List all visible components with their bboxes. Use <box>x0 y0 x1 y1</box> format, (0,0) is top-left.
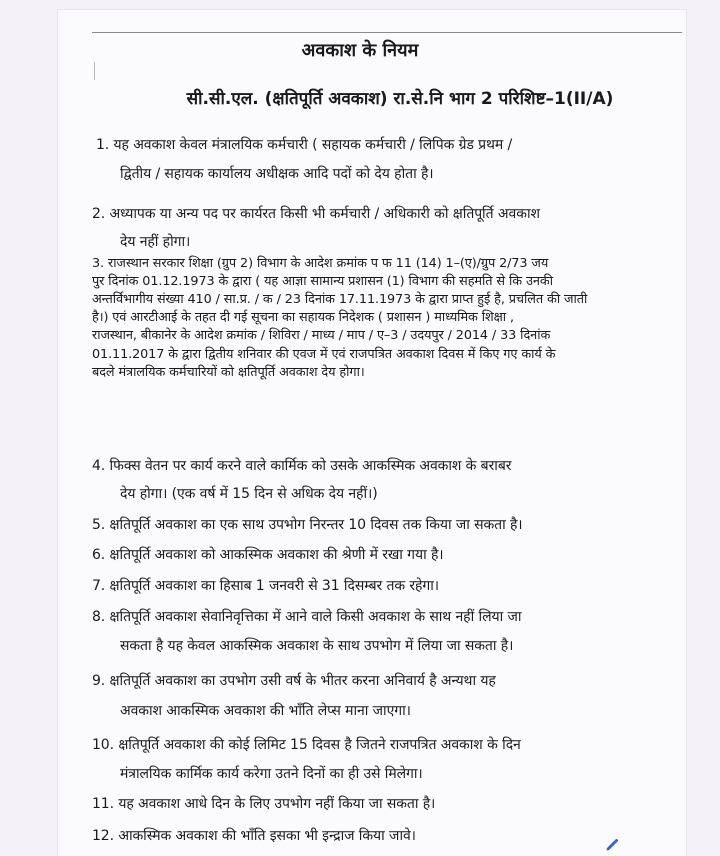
rule-2-line-1: 2. अध्यापक या अन्य पद पर कार्यरत किसी भी कर्मचारी / अधिकारी को क्षतिपूर्ति अवकाश <box>92 206 540 222</box>
rule-10-line-2: मंत्रालयिक कार्मिक कार्य करेगा उतने दिनों का ही उसे मिलेगा। <box>120 766 423 782</box>
rule-4-line-2: देय होगा। (एक वर्ष में 15 दिन से अधिक देय नहीं।) <box>120 486 378 502</box>
rule-3-line-2: पुर दिनांक 01.12.1973 के द्वारा ( यह आज्ञा सामान्य प्रशासन (1) विभाग की सहमति से कि उनकी <box>92 274 553 289</box>
rule-8-line-1: 8. क्षतिपूर्ति अवकाश सेवानिवृत्तिका में आने वाले किसी अवकाश के साथ नहीं लिया जा <box>92 609 522 625</box>
rule-3-line-4: है।) एवं आरटीआई के तहत दी गई सूचना का सहायक निदेशक ( प्रशासन ) माध्यमिक शिक्षा , <box>92 310 514 325</box>
document-subtitle: सी.सी.एल. (क्षतिपूर्ति अवकाश) रा.से.नि भाग 2 परिशिष्ट–1(II/A) <box>186 89 614 109</box>
document-title: अवकाश के नियम <box>301 40 419 61</box>
rule-9-line-2: अवकाश आकस्मिक अवकाश की भाँति लेप्स माना जाएगा। <box>120 703 411 719</box>
rule-4-line-1: 4. फिक्स वेतन पर कार्य करने वाले कार्मिक को उसके आकस्मिक अवकाश के बराबर <box>92 458 512 474</box>
rule-3-line-3: अन्तर्विभागीय संख्या 410 / सा.प्र. / क / 23 दिनांक 17.11.1973 के द्वारा प्राप्त हुई है, प्रचलित की जाती <box>92 292 588 307</box>
rule-10-line-1: 10. क्षतिपूर्ति अवकाश की कोई लिमिट 15 दिवस है जितने राजपत्रित अवकाश के दिन <box>92 737 521 753</box>
top-rule <box>92 32 682 33</box>
left-margin-mark <box>94 62 95 80</box>
rule-3-line-7: बदले मंत्रालयिक कर्मचारियों को क्षतिपूर्ति अवकाश देय होगा। <box>92 365 365 380</box>
rule-3-line-6: 01.11.2017 के द्वारा द्वितीय शनिवार की एवज में एवं राजपत्रित अवकाश दिवस में किए गए कार्य के <box>92 347 556 362</box>
rule-3-line-1: 3. राजस्थान सरकार शिक्षा (ग्रुप 2) विभाग के आदेश क्रमांक प फ 11 (14) 1–(ए)/ग्रुप 2/73 जय <box>92 256 549 271</box>
rule-5: 5. क्षतिपूर्ति अवकाश का एक साथ उपभोग निरन्तर 10 दिवस तक किया जा सकता है। <box>92 517 523 533</box>
rule-1-line-1: 1. यह अवकाश केवल मंत्रालयिक कर्मचारी ( सहायक कर्मचारी / लिपिक ग्रेड प्रथम / <box>96 137 513 153</box>
rule-1-line-2: द्वितीय / सहायक कार्यालय अधीक्षक आदि पदों को देय होता है। <box>120 166 434 182</box>
rule-9-line-1: 9. क्षतिपूर्ति अवकाश का उपभोग उसी वर्ष के भीतर करना अनिवार्य है अन्यथा यह <box>92 673 496 689</box>
rule-12: 12. आकस्मिक अवकाश की भाँति इसका भी इन्द्राज किया जावे। <box>92 828 416 844</box>
rule-7: 7. क्षतिपूर्ति अवकाश का हिसाब 1 जनवरी से 31 दिसम्बर तक रहेगा। <box>92 578 439 594</box>
rule-6: 6. क्षतिपूर्ति अवकाश को आकस्मिक अवकाश की श्रेणी में रखा गया है। <box>92 547 444 563</box>
rule-8-line-2: सकता है यह केवल आकस्मिक अवकाश के साथ उपभोग में लिया जा सकता है। <box>120 638 514 654</box>
pen-icon[interactable] <box>604 836 620 852</box>
rule-11: 11. यह अवकाश आधे दिन के लिए उपभोग नहीं किया जा सकता है। <box>92 796 436 812</box>
rule-2-line-2: देय नहीं होगा। <box>120 234 191 250</box>
rule-3-line-5: राजस्थान, बीकानेर के आदेश क्रमांक / शिविरा / माध्य / माप / ए–3 / उदयपुर / 2014 / 33 दिनांक <box>92 328 551 343</box>
